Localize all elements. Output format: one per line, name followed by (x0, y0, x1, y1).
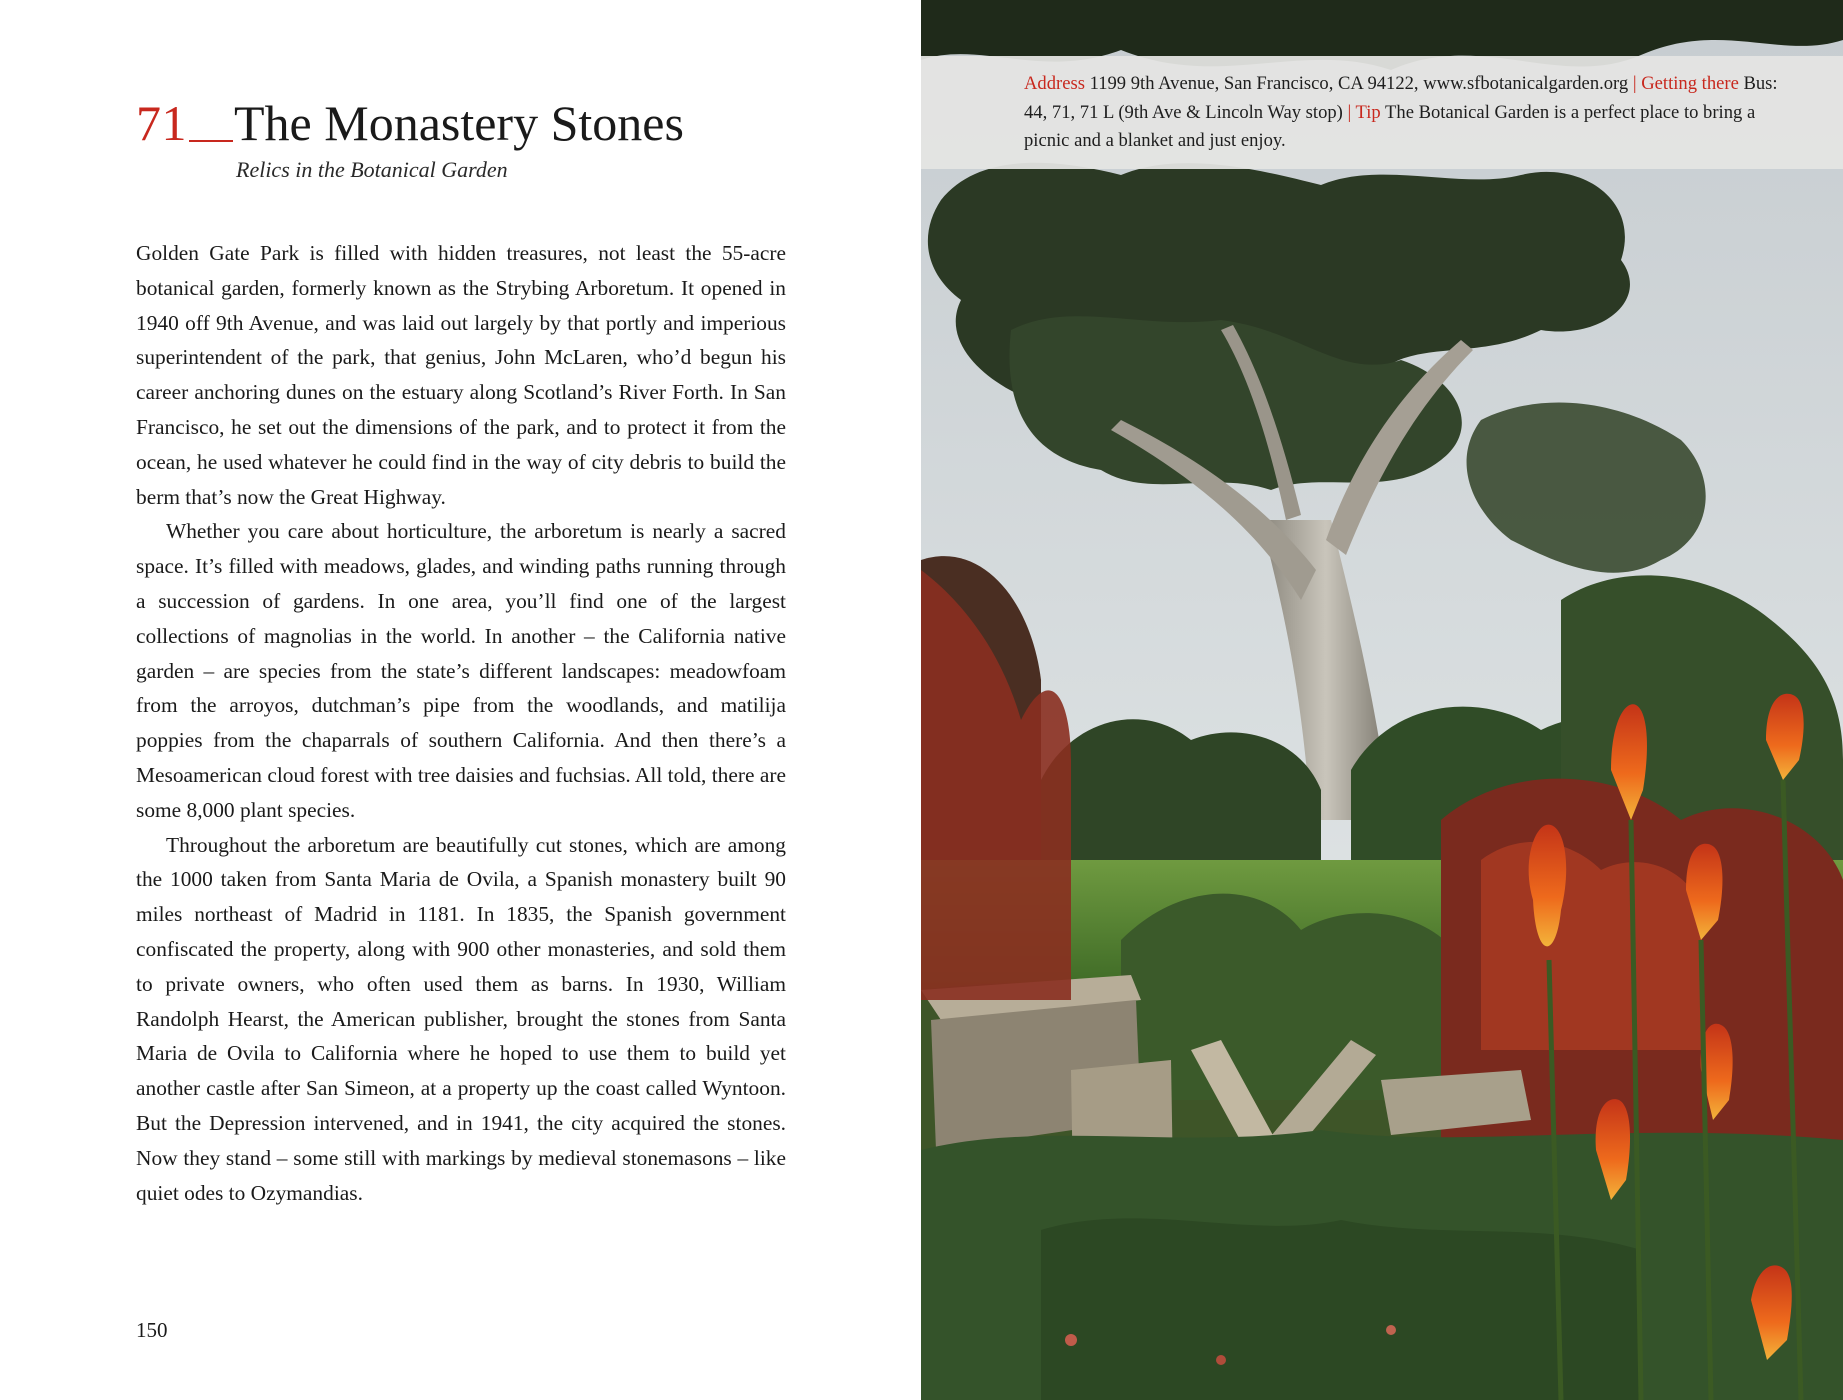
info-separator: | (1347, 101, 1352, 123)
getting-there-text: Bus: 44, 71, 71 L (9th Ave & Lincoln Way stop) (1024, 73, 1778, 123)
getting-there-label: Getting there (1636, 73, 1739, 94)
address-label: Address (1024, 73, 1085, 94)
body-paragraph: Throughout the arboretum are beautifully cut stones, which are among the 1000 taken from Santa Maria de Ovila, a Spanish monastery built 90 miles northeast of Madrid in 1181. In 1835, the Spanish government confiscated the property, along with 900 other monasteries, and sold them to private owners, who often used them as barns. In 1930, William Randolph Hearst, the American publisher, brought the stones from Santa Maria de Ovila to California where he hoped to use them to build yet another castle after San Simeon, at a property up the coast called Wyntoon. But the Depression intervened, and in 1941, the city acquired the stones. Now they stand – some still with markings by medieval stonemasons – like quiet odes to Ozymandias. (136, 832, 786, 1205)
info-box (921, 56, 1843, 169)
chapter-title: The Monastery Stones (234, 95, 684, 151)
body-paragraph: Whether you care about horticulture, the arboretum is nearly a sacred space. It’s filled with meadows, glades, and winding paths running through a succession of gardens. In one area, you’ll find one of the largest collections of magnolias in the world. In another – the California native garden – are species from the state’s different landscapes: meadowfoam from the arroyos, dutchman’s pipe from the woodlands, and matilija poppies from the chaparrals of southern California. And then there’s a Mesoamerican cloud forest with tree daisies and fuchsias. All told, there are some 8,000 plant species. (136, 519, 786, 822)
body-text (136, 236, 786, 1210)
info-text (1024, 70, 1804, 156)
body-paragraph: Golden Gate Park is filled with hidden treasures, not least the 55-acre botanical garden, formerly known as the Strybing Arboretum. It opened in 1940 off 9th Avenue, and was laid out largely by that portly and imperious superintendent of the park, that genius, John McLaren, who’d begun his career anchoring dunes on the estuary along Scotland’s River Forth. In San Francisco, he set out the dimensions of the park, and to protect it from the ocean, he used whatever he could find in the way of city debris to build the berm that’s now the Great Highway. (136, 241, 786, 509)
tip-text: The Botanical Garden is a perfect place to bring a picnic and a blanket and just enjoy. (1024, 101, 1756, 151)
chapter-heading (136, 92, 836, 162)
garden-photo (921, 0, 1843, 1400)
title-rule (189, 140, 233, 142)
right-page (921, 0, 1843, 1400)
info-separator: | (1632, 73, 1637, 94)
chapter-subtitle: Relics in the Botanical Garden (236, 157, 508, 182)
page-number: 150 (136, 1318, 168, 1342)
tip-label: Tip (1351, 101, 1381, 123)
chapter-number: 71 (136, 95, 187, 151)
left-page (0, 0, 921, 1400)
address-text: 1199 9th Avenue, San Francisco, CA 94122, www.sfbotanicalgarden.org (1084, 73, 1633, 94)
